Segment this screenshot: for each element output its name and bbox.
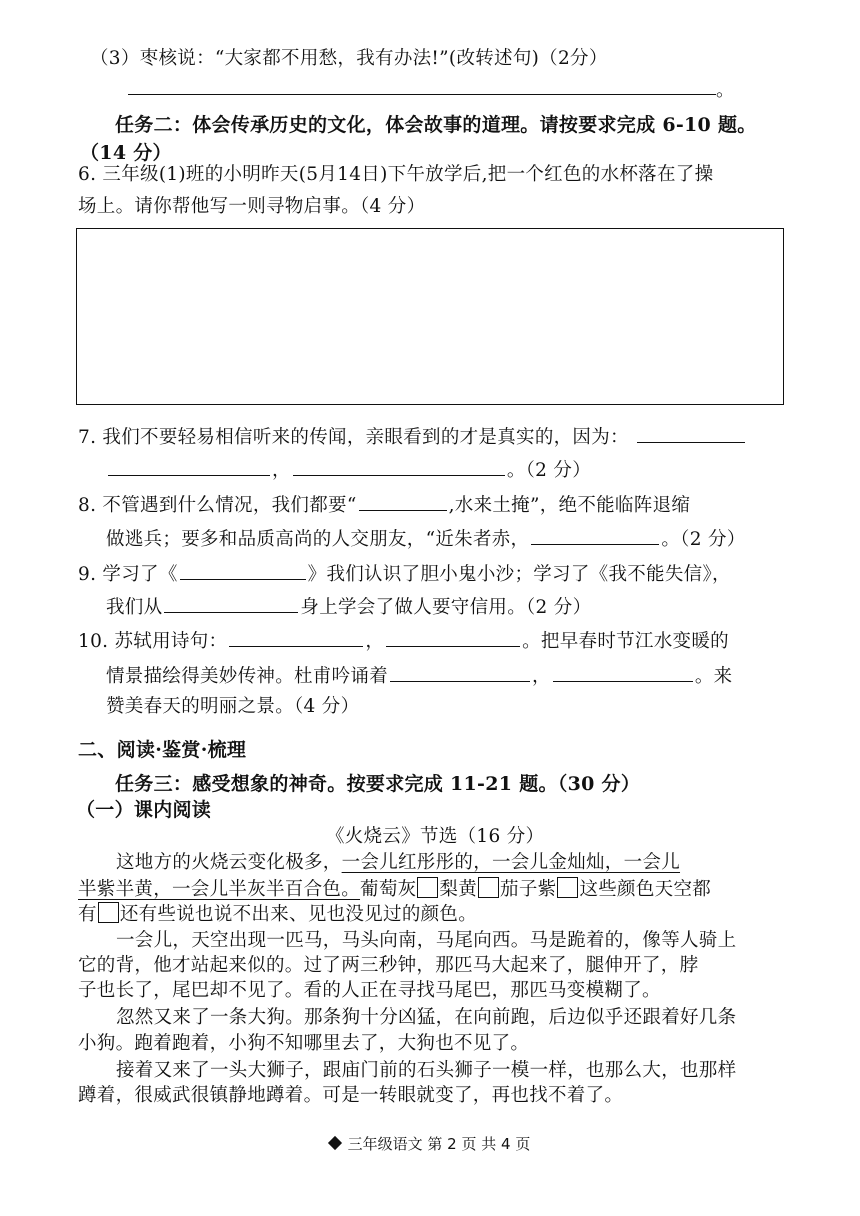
question-5-3-end: 。 — [716, 80, 735, 101]
punctuation-box-1[interactable] — [417, 877, 438, 898]
punctuation-box-4[interactable] — [98, 902, 119, 923]
answer-blank-9b[interactable] — [164, 594, 298, 613]
punctuation-box-2[interactable] — [478, 877, 499, 898]
question-8-part2: ,水来土掩”，绝不能临阵退缩 — [448, 495, 691, 516]
question-9-part4: 身上学会了做人要守信用。（2 分） — [300, 597, 592, 618]
question-8-line1 — [78, 492, 690, 517]
passage-p2-line3: 子也长了，尾巴却不见了。看的人正在寻找马尾巴，那匹马变模糊了。 — [78, 980, 661, 1001]
passage-p2-line2: 它的背，他才站起来似的。过了两三秒钟，那匹马大起来了，腿伸开了，脖 — [78, 955, 699, 976]
answer-line-5-3[interactable] — [128, 94, 716, 95]
question-9-line2 — [106, 594, 591, 619]
question-9-part1: 9. 学习了《 — [78, 564, 178, 585]
passage-p1-line3 — [78, 902, 477, 926]
question-7-comma: ， — [272, 460, 291, 481]
passage-p1-color-3: 茄子紫 — [500, 879, 557, 900]
question-5-3 — [90, 48, 608, 70]
question-10-line1 — [78, 628, 729, 653]
answer-blank-7b[interactable] — [108, 457, 270, 476]
page-footer — [0, 1133, 860, 1154]
task3-heading: 任务三：感受想象的神奇。按要求完成 11-21 题。（30 分） — [115, 773, 641, 795]
passage-p2-line1: 一会儿，天空出现一匹马，马头向南，马尾向西。马是跪着的，像等人骑上 — [116, 930, 737, 951]
passage-p1-underlined-b: 半紫半黄，一会儿半灰半百合色。 — [78, 879, 361, 900]
answer-blank-10c[interactable] — [390, 663, 530, 682]
question-8-line2 — [106, 526, 746, 551]
question-7-line1 — [78, 424, 747, 449]
notice-writing-box[interactable] — [76, 228, 784, 405]
question-7-text: 7. 我们不要轻易相信听来的传闻，亲眼看到的才是真实的，因为： — [78, 427, 629, 448]
answer-blank-7c[interactable] — [293, 457, 505, 476]
question-10-part4: 。来 — [694, 666, 733, 687]
question-6-line2: 场上。请你帮他写一则寻物启事。（4 分） — [78, 196, 426, 217]
question-9-line1 — [78, 561, 731, 586]
diamond-icon — [328, 1136, 342, 1150]
question-10-part1: 10. 苏轼用诗句： — [78, 631, 228, 652]
passage-p1-text-a: 这地方的火烧云变化极多， — [116, 852, 342, 873]
question-10-line2 — [106, 663, 732, 688]
passage-p3-line2: 小狗。跑着跑着，小狗不知哪里去了，大狗也不见了。 — [78, 1033, 530, 1054]
answer-blank-10a[interactable] — [229, 628, 363, 647]
passage-p1-text-g: 这些颜色天空都 — [579, 879, 712, 900]
answer-blank-10d[interactable] — [553, 663, 693, 682]
question-5-3-text: （3）枣核说：“大家都不用愁，我有办法!”(改转述句)（2分） — [90, 48, 608, 69]
question-10-line3: 赞美春天的明丽之景。（4 分） — [106, 696, 360, 717]
question-7-end: 。（2 分） — [506, 460, 592, 481]
passage-p1-line1 — [116, 852, 680, 874]
section-2-heading: 二、阅读·鉴赏·梳理 — [78, 739, 247, 761]
question-8-part1: 8. 不管遇到什么情况，我们都要“ — [78, 495, 357, 516]
question-6-line1: 6. 三年级(1)班的小明昨天(5月14日)下午放学后,把一个红色的水杯落在了操 — [78, 164, 714, 185]
question-10-part2: 。把早春时节江水变暖的 — [522, 631, 729, 652]
passage-p1-underlined-a: 一会儿红彤彤的，一会儿金灿灿，一会儿 — [341, 852, 681, 873]
answer-blank-8b[interactable] — [531, 526, 659, 545]
passage-p4-line2: 蹲着，很威武很镇静地蹲着。可是一转眼就变了，再也找不着了。 — [78, 1085, 624, 1106]
passage-p1-text-i: 还有些说也说不出来、见也没见过的颜色。 — [119, 904, 478, 925]
question-8-part3: 做逃兵；要多和品质高尚的人交朋友，“近朱者赤， — [106, 529, 530, 550]
answer-blank-10b[interactable] — [386, 628, 520, 647]
question-9-part3: 我们从 — [106, 597, 163, 618]
question-10-comma2: ， — [532, 666, 551, 687]
passage-p4-line1: 接着又来了一头大狮子，跟庙门前的石头狮子一模一样，也那么大，也那样 — [116, 1060, 737, 1081]
answer-blank-7a[interactable] — [637, 424, 745, 443]
passage-title: 《火烧云》节选（16 分） — [326, 826, 545, 847]
task2-heading: 任务二：体会传承历史的文化，体会故事的道理。请按要求完成 6-10 题。 — [115, 114, 757, 136]
answer-blank-9a[interactable] — [180, 561, 306, 580]
passage-p3-line1: 忽然又来了一条大狗。那条狗十分凶猛，在向前跑，后边似乎还跟着好几条 — [116, 1007, 737, 1028]
task2-score: （14 分） — [80, 142, 172, 164]
question-8-part4: 。（2 分） — [661, 529, 746, 550]
footer-text: 三年级语文 第 2 页 共 4 页 — [347, 1135, 531, 1153]
passage-p1-line2 — [78, 877, 711, 901]
question-9-part2: 》我们认识了胆小鬼小沙；学习了《我不能失信》， — [307, 564, 731, 585]
question-10-comma1: ， — [365, 631, 385, 652]
passage-p1-color-1: 葡萄灰 — [360, 879, 417, 900]
question-7-line2 — [106, 457, 591, 482]
passage-p1-text-h: 有 — [78, 904, 97, 925]
subsection-1-heading: （一）课内阅读 — [76, 799, 212, 821]
answer-blank-8a[interactable] — [359, 492, 447, 511]
question-10-part3: 情景描绘得美妙传神。杜甫吟诵着 — [106, 666, 389, 687]
punctuation-box-3[interactable] — [557, 877, 578, 898]
passage-p1-color-2: 梨黄 — [439, 879, 478, 900]
